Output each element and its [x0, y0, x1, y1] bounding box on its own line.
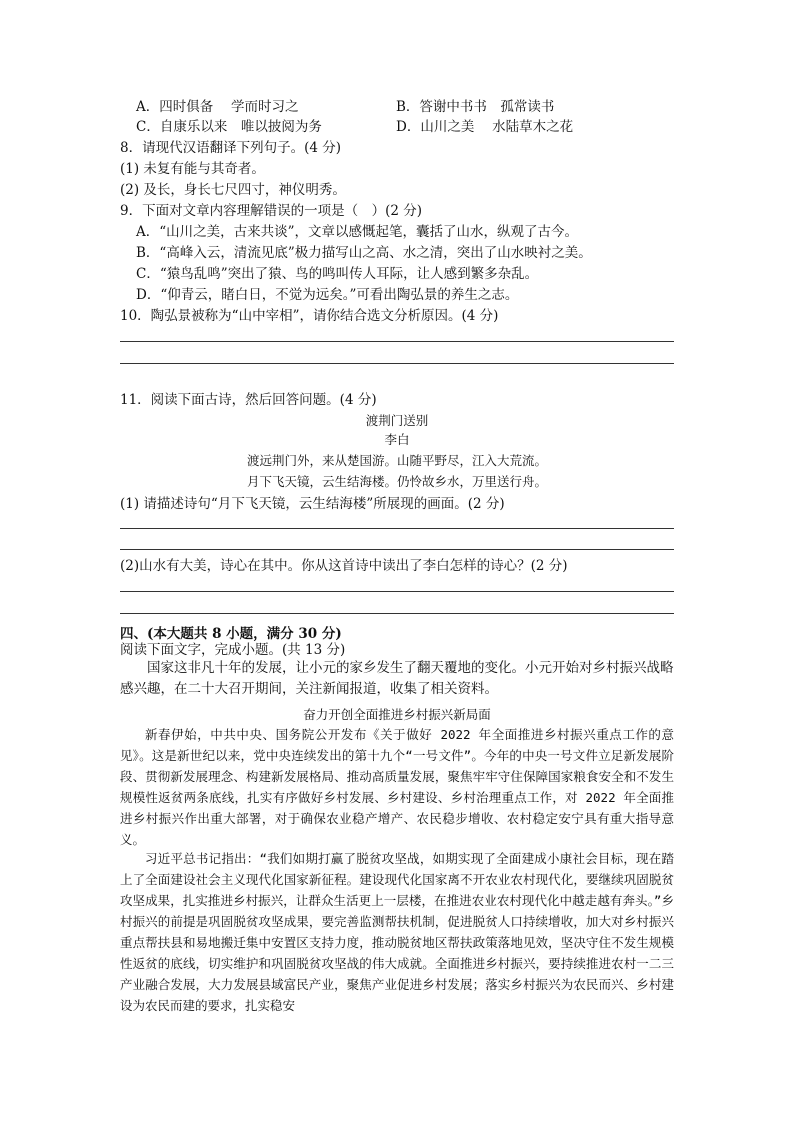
answer-line[interactable] — [120, 613, 674, 614]
q7-option-d: D．山川之美 水陆草木之花 — [396, 119, 574, 135]
poem-title: 渡荆门送别 — [365, 413, 429, 428]
answer-line[interactable] — [120, 363, 674, 364]
poem-line-2: 月下飞天镜，云生结海楼。仍怜故乡水，万里送行舟。 — [246, 474, 547, 489]
q7-option-b: B．答谢中书书 孤常读书 — [396, 99, 555, 115]
q11-sub-1: (1) 请描述诗句“月下飞天镜，云生结海楼”所展现的画面。(2 分) — [120, 496, 505, 512]
q9-option-d: D．“仰青云，睹白日，不觉为远矣。”可看出陶弘景的养生之志。 — [136, 287, 519, 303]
poem-line-1: 渡远荆门外，来从楚国游。山随平野尽，江入大荒流。 — [246, 453, 547, 468]
article-paragraph-1: 新春伊始，中共中央、国务院公开发布《关于做好 2022 年全面推进乡村振兴重点工作的意见》。这是新世纪以来，党中央连续发出的第十九个“一号文件”。今年的中央一号文件立足新发展阶段、贯彻新发展理念、构建新发展格局、推动高质量发展，聚焦牢牢守住保障国家粮食安全和不发生规模性返贫两条底线，扎实有序做好乡村发展、乡村建设、乡村治理重点工作，对 2022 年全面推进乡村振兴作出重大部署，对于确保农业稳产增产、农民稳步增收、农村稳定安宁具有重大指导意义。 — [120, 727, 674, 847]
poem-author: 李白 — [384, 432, 410, 447]
q11-sub-2: (2)山水有大美，诗心在其中。你从这首诗中读出了李白怎样的诗心？(2 分) — [120, 558, 568, 574]
q9-option-c: C．“猿鸟乱鸣”突出了猿、鸟的鸣叫传人耳际，让人感到繁多杂乱。 — [136, 266, 539, 282]
q9-option-b: B．“高峰入云，清流见底”极力描写山之高、水之清，突出了山水映衬之美。 — [136, 245, 592, 261]
answer-line[interactable] — [120, 341, 674, 342]
section-heading: 四、(本大题共 8 小题，满分 30 分) — [120, 626, 342, 642]
lead-paragraph: 国家这非凡十年的发展，让小元的家乡发生了翻天覆地的变化。小元开始对乡村振兴战略感兴趣，在二十大召开期间，关注新闻报道，收集了相关资料。 — [120, 660, 674, 697]
q11-stem: 11．阅读下面古诗，然后回答问题。(4 分) — [120, 392, 377, 408]
article-title: 奋力开创全面推进乡村振兴新局面 — [303, 707, 491, 722]
answer-line[interactable] — [120, 528, 674, 529]
q8-sentence-2: (2) 及长，身长七尺四寸，神仪明秀。 — [120, 182, 346, 198]
article-paragraph-2: 习近平总书记指出：“我们如期打赢了脱贫攻坚战，如期实现了全面建成小康社会目标，现在踏上了全面建设社会主义现代化国家新征程。建设现代化国家离不开农业农村现代化，要继续巩固脱贫攻坚成果，扎实推进乡村振兴，让群众生活更上一层楼，在推进农业农村现代化中越走越有奔头。”乡村振兴的前提是巩固脱贫攻坚成果，要完善监测帮扶机制，促进脱贫人口持续增收，加大对乡村振兴重点帮扶县和易地搬迁集中安置区支持力度，推动脱贫地区帮扶政策落地见效，坚决守住不发生规模性返贫的底线，切实维护和巩固脱贫攻坚战的伟大成就。全面推进乡村振兴，要持续推进农村一二三产业融合发展，大力发展县域富民产业，聚焦产业促进乡村发展；落实乡村振兴为农民而兴、乡村建设为农民而建的要求，扎实稳安 — [120, 851, 674, 1013]
q7-option-c: C．自康乐以来 唯以披阅为务 — [136, 119, 322, 135]
q10-stem: 10．陶弘景被称为“山中宰相”，请你结合选文分析原因。(4 分) — [120, 308, 499, 324]
q8-stem: 8．请现代汉语翻译下列句子。(4 分) — [120, 140, 342, 156]
q9-option-a: A．“山川之美，古来共谈”，文章以感慨起笔，囊括了山水，纵观了古今。 — [136, 224, 579, 240]
section-intro: 阅读下面文字，完成小题。(共 13 分) — [120, 642, 346, 658]
answer-line[interactable] — [120, 549, 674, 550]
q8-sentence-1: (1) 未复有能与其奇者。 — [120, 161, 265, 177]
q7-option-a: A．四时俱备 学而时习之 — [136, 99, 299, 115]
q9-stem: 9．下面对文章内容理解错误的一项是（ ）(2 分) — [120, 203, 423, 219]
answer-line[interactable] — [120, 591, 674, 592]
